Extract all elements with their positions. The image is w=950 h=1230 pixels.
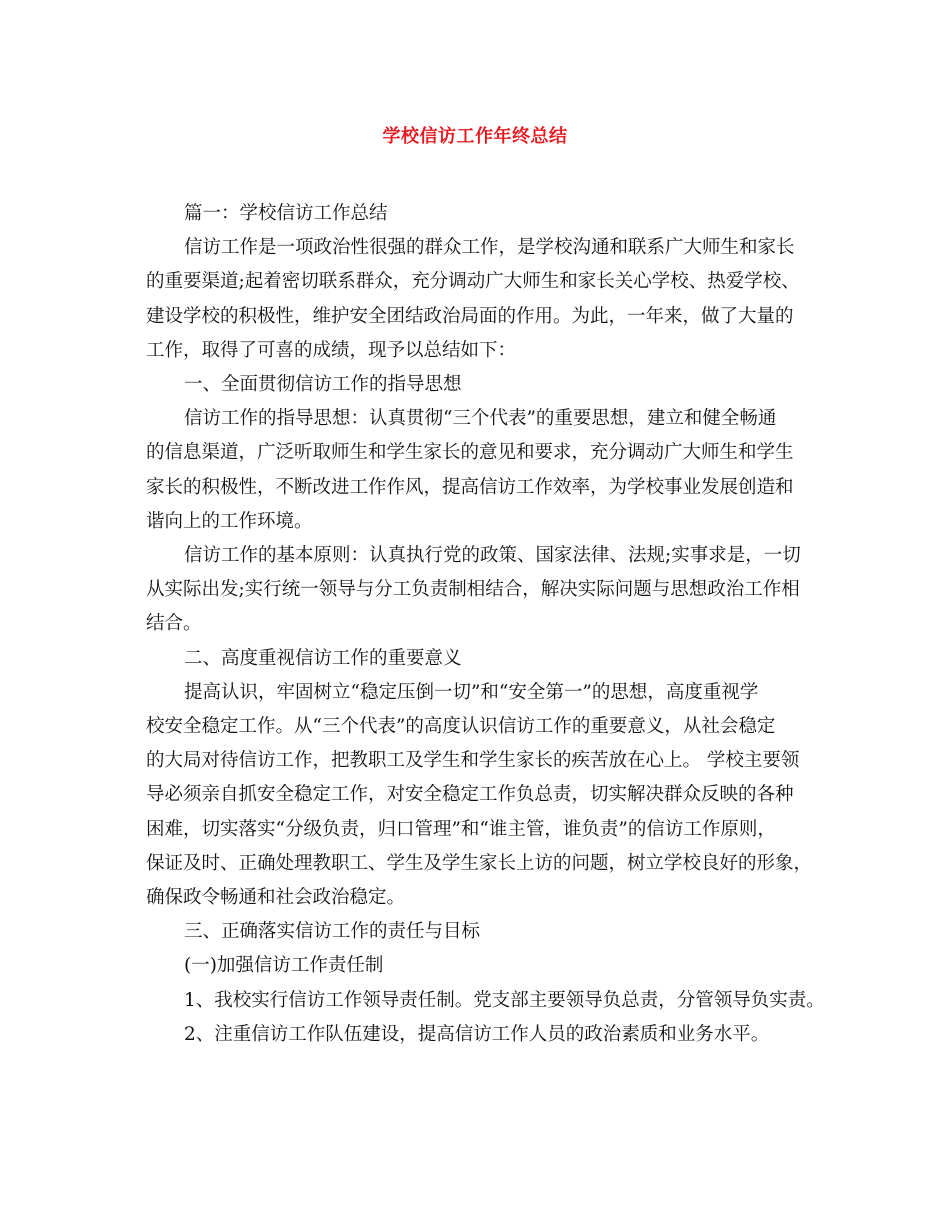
paragraph-line: 信访工作的指导思想：认真贯彻“三个代表”的重要思想，建立和健全畅通 <box>184 408 777 430</box>
document-title: 学校信访工作年终总结 <box>382 126 568 147</box>
paragraph-line: 1、我校实行信访工作领导责任制。党支部主要领导负总责，分管领导负实责。 <box>184 989 825 1011</box>
paragraph-line: 提高认识，牢固树立“稳定压倒一切”和“安全第一”的思想，高度重视学 <box>184 681 759 703</box>
paragraph-line: 的重要渠道;起着密切联系群众，充分调动广大师生和家长关心学校、热爱学校、 <box>146 271 800 293</box>
paragraph-line: 信访工作是一项政治性很强的群众工作，是学校沟通和联系广大师生和家长 <box>184 237 795 259</box>
paragraph-line: 谐向上的工作环境。 <box>146 510 313 532</box>
paragraph-line: 从实际出发;实行统一领导与分工负责制相结合，解决实际问题与思想政治工作相 <box>146 579 800 601</box>
document-body <box>146 197 826 1052</box>
paragraph-line: 建设学校的积极性，维护安全团结政治局面的作用。为此，一年来，做了大量的 <box>146 305 794 327</box>
paragraph-line: 信访工作的基本原则：认真执行党的政策、国家法律、法规;实事求是，一切 <box>184 545 801 567</box>
paragraph-line: 工作，取得了可喜的成绩，现予以总结如下： <box>146 339 517 361</box>
paragraph-line: 确保政令畅通和社会政治稳定。 <box>146 887 406 909</box>
paragraph-line: 2、注重信访工作队伍建设，提高信访工作人员的政治素质和业务水平。 <box>184 1023 770 1045</box>
paragraph-line: 家长的积极性，不断改进工作作风，提高信访工作效率，为学校事业发展创造和 <box>146 476 794 498</box>
section-heading: 篇一：学校信访工作总结 <box>184 203 388 224</box>
paragraph-line: 保证及时、正确处理教职工、学生及学生家长上访的问题，树立学校良好的形象， <box>146 852 813 874</box>
section-heading: 三、正确落实信访工作的责任与目标 <box>184 921 481 943</box>
paragraph-line: 结合。 <box>146 613 202 635</box>
paragraph-line: 导必须亲自抓安全稳定工作，对安全稳定工作负总责，切实解决群众反映的各种 <box>146 784 794 806</box>
section-heading: 二、高度重视信访工作的重要意义 <box>184 647 462 669</box>
paragraph-line: 困难，切实落实“分级负责，归口管理”和“谁主管，谁负责”的信访工作原则， <box>146 818 776 840</box>
subsection-heading: (一)加强信访工作责任制 <box>184 955 384 977</box>
paragraph-line: 校安全稳定工作。从“三个代表”的高度认识信访工作的重要意义，从社会稳定 <box>146 716 776 738</box>
paragraph-line: 的大局对待信访工作，把教职工及学生和学生家长的疾苦放在心上。 学校主要领 <box>146 750 800 772</box>
section-heading: 一、全面贯彻信访工作的指导思想 <box>184 374 462 396</box>
paragraph-line: 的信息渠道，广泛听取师生和学生家长的意见和要求，充分调动广大师生和学生 <box>146 442 794 464</box>
